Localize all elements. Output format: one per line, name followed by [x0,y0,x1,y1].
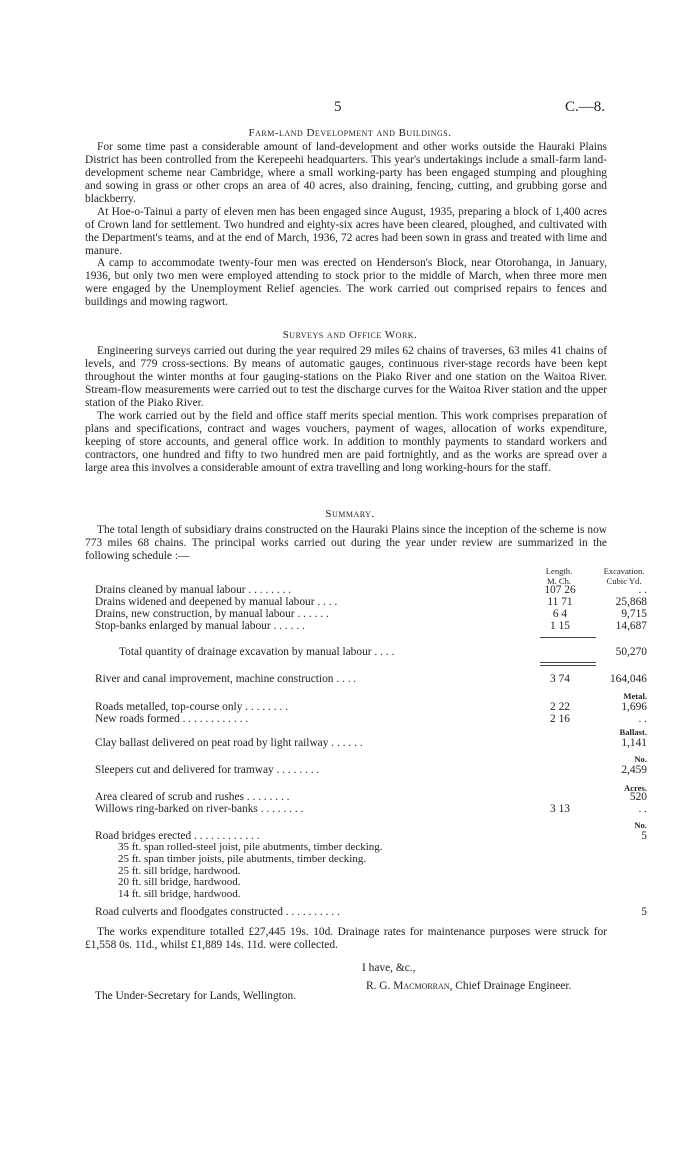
row-value: . . [638,584,647,596]
schedule-total-row [95,646,647,660]
signature-line [366,980,571,992]
row-length: 1 15 [550,620,570,632]
row-value: 5 [641,906,647,918]
section-heading-surveys: Surveys and Office Work. [282,329,418,341]
unit-acres: Acres. [624,783,647,793]
row-value: . . [638,713,647,725]
total-rule-2 [540,665,596,666]
farm-paragraph-3: A camp to accommodate twenty-four men was erected on Henderson's Block, near Otorohanga, in January, 1936, but only two men were employed attending to stock prior to the middle of March, when three more men were engaged by the Unemployment Relief agencies. The work carried out comprised repairs to fences and buildings and mowing ragwort. [85,257,607,308]
row-value: 164,046 [609,673,647,685]
signatory-title: Chief Drainage Engineer. [455,980,572,992]
bridge-item: 35 ft. span rolled-steel joist, pile abutments, timber decking. [118,841,383,853]
row-value: 5 [641,830,647,842]
farm-paragraph-1: For some time past a considerable amount of land-development and other works outside the Hauraki Plains District has been controlled from the Kerepeehi headquarters. This year's undertakings include a small-farm land-development scheme near Cambridge, where a small working-party has been engaged stumping and ploughing and sowing in grass or other crops an area of 40 acres, also draining, fencing, cutting, and grubbing gorse and blackberry. [85,141,607,205]
unit-number: No. [634,754,647,764]
column-heading-length: Length. M. Ch. [545,566,573,586]
signature-greeting: I have, &c., [362,962,416,974]
section-heading-summary: Summary. [325,508,375,520]
signatory-name: R. G. Macmorran, [366,980,453,992]
section-heading-farm: Farm-land Development and Buildings. [248,127,452,139]
row-value: 9,715 [621,608,647,620]
row-value: 1,696 [621,701,647,713]
unit-number-bridges: No. [634,820,647,830]
row-label: Clay ballast delivered on peat road by light railway . . . . . . [95,737,363,749]
row-length: 107 26 [544,584,576,596]
schedule-row [95,803,647,817]
row-length: 11 71 [547,596,573,608]
row-label: Total quantity of drainage excavation by manual labour . . . . [119,646,395,658]
row-label: River and canal improvement, machine construction . . . . [95,673,357,685]
schedule-row-culverts [95,906,647,920]
row-length: 3 74 [550,673,570,685]
summary-intro: The total length of subsidiary drains constructed on the Hauraki Plains since the inception of the scheme is now 773 miles 68 chains. The principal works carried out during the year under review are summarized in the following schedule :— [85,524,607,562]
unit-ballast: Ballast. [619,727,647,737]
row-label: Drains, new construction, by manual labour . . . . . . [95,608,329,620]
schedule-row [95,673,647,687]
row-value: . . [638,803,647,815]
schedule-row [95,764,647,778]
row-value: 14,687 [615,620,647,632]
row-label: Willows ring-barked on river-banks . . . . . . . . [95,803,304,815]
row-value: 2,459 [621,764,647,776]
row-value: 50,270 [615,646,647,658]
schedule-row [95,620,647,634]
summary-closing: The works expenditure totalled £27,445 19s. 10d. Drainage rates for maintenance purposes were struck for £1,558 0s. 11d., whilst £1,889 14s. 11d. were collected. [85,926,607,951]
row-length: 3 13 [550,803,570,815]
row-label: New roads formed . . . . . . . . . . . . [95,713,249,725]
row-value: 25,868 [615,596,647,608]
row-label: Drains cleaned by manual labour . . . . . . . . [95,584,292,596]
row-label: Stop-banks enlarged by manual labour . . . . . . [95,620,305,632]
row-label: Road bridges erected . . . . . . . . . . . . [95,830,260,842]
document-reference: C.—8. [565,99,606,115]
bridge-list [118,842,383,901]
row-label: Drains widened and deepened by manual labour . . . . [95,596,338,608]
row-value: 520 [629,791,647,803]
surveys-paragraph-2: The work carried out by the field and office staff merits special mention. This work comprises preparation of plans and specifications, contract and wages vouchers, payment of wages, allocation of works expenditure, keeping of store accounts, and general office work. In addition to monthly payments to standard workers and contractors, one hundred and fifty to two hundred men are paid fortnightly, and as the works are spread over a large area this involves a considerable amount of extra travelling and long working-hours for the staff. [85,410,607,474]
surveys-paragraph-1: Engineering surveys carried out during the year required 29 miles 62 chains of traverses, 63 miles 41 chains of levels, and 779 cross-sections. By means of automatic gauges, continuous river-stage records have been kept throughout the winter months at four gauging-stations on the Piako River and one station on the Waitoa River. Stream-flow measurements were carried out to test the discharge curves for the Waitoa River station and the upper station of the Piako River. [85,345,607,409]
schedule-row [95,737,647,751]
row-label: Area cleared of scrub and rushes . . . . . . . . [95,791,290,803]
schedule-row [95,713,647,727]
bridge-item: 20 ft. sill bridge, hardwood. [118,876,241,889]
row-length: 6 4 [552,608,568,620]
row-label: Road culverts and floodgates constructed . . . . . . . . . . [95,906,340,918]
bridge-item: 25 ft. span timber joists, pile abutments, timber decking. [118,852,367,865]
column-heading-excavation: Excavation. Cubic Yd. [603,566,645,586]
row-label: Sleepers cut and delivered for tramway . . . . . . . . [95,764,320,776]
total-rule-1 [540,662,596,663]
row-label: Roads metalled, top-course only . . . . . . . . [95,701,288,713]
bridge-item: 14 ft. sill bridge, hardwood. [118,888,241,901]
farm-paragraph-2: At Hoe-o-Tainui a party of eleven men has been engaged since August, 1935, preparing a block of 1,400 acres of Crown land for settlement. Two hundred and eighty-six acres have been cleared, ploughed, and cultivated with the Department's teams, and at the end of March, 1936, 72 acres had been sown in grass and treated with lime and manure. [85,206,607,257]
row-value: 1,141 [621,737,647,749]
bridge-item: 25 ft. sill bridge, hardwood. [118,864,241,877]
row-length: 2 22 [550,701,570,713]
page-number: 5 [334,99,342,115]
addressee: The Under-Secretary for Lands, Wellington. [95,990,297,1002]
subtotal-rule [540,637,596,638]
unit-metal: Metal. [623,691,647,701]
row-length: 2 16 [550,713,570,725]
